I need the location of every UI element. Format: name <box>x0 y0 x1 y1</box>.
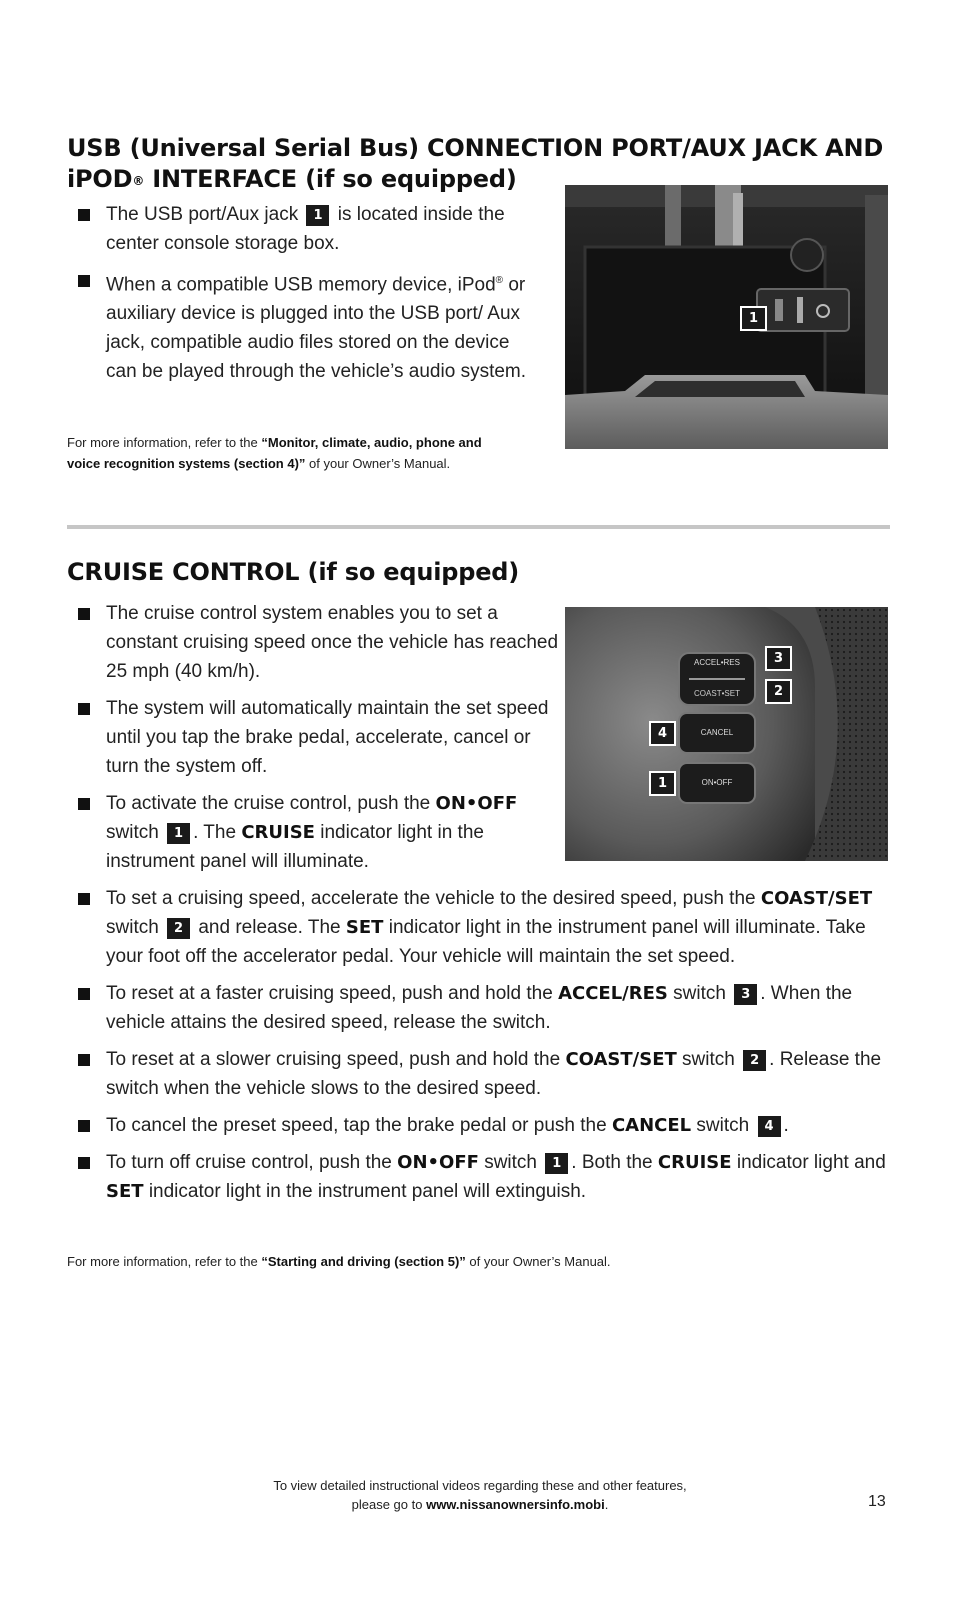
cancel-button-label: CANCEL <box>700 728 734 737</box>
callout-badge: 3 <box>734 984 757 1005</box>
cruise-section-title: CRUISE CONTROL (if so equipped) <box>67 558 520 586</box>
console-illustration <box>565 185 888 449</box>
list-item: To cancel the preset speed, tap the brake pedal or push the CANCEL switch 4 . <box>64 1111 894 1140</box>
registered-mark: ® <box>132 174 145 188</box>
photo-callout-4: 4 <box>649 721 676 746</box>
page-number: 13 <box>868 1493 886 1510</box>
list-item: To reset at a faster cruising speed, push and hold the ACCEL/RES switch 3 . When the vehicle attains the desired speed, release the switch. <box>64 979 894 1037</box>
photo-callout-2: 2 <box>765 679 792 704</box>
usb-title-line2-a: iPOD <box>67 165 133 193</box>
usb-port-photo <box>565 185 888 449</box>
usb-title-line1: USB (Universal Serial Bus) CONNECTION PORT/AUX JACK AND <box>67 134 884 162</box>
callout-badge: 1 <box>545 1153 568 1174</box>
list-item: The USB port/Aux jack 1 is located inside the center console storage box. <box>64 200 534 258</box>
list-item: The cruise control system enables you to set a constant cruising speed once the vehicle has reached 25 mph (40 km/h). <box>64 599 559 686</box>
callout-badge: 2 <box>167 918 190 939</box>
list-item: To activate the cruise control, push the ON•OFF switch 1 . The CRUISE indicator light in the instrument panel will illuminate. <box>64 789 559 876</box>
callout-badge: 1 <box>167 823 190 844</box>
photo-callout-3: 3 <box>765 646 792 671</box>
usb-bullet-list <box>64 200 534 394</box>
photo-callout-badge: 1 <box>740 306 767 331</box>
usb-reference-note: For more information, refer to the “Monitor, climate, audio, phone and voice recognition systems (section 4)” of your Owner’s Manual. <box>67 435 482 471</box>
list-item: To set a cruising speed, accelerate the vehicle to the desired speed, push the COAST/SET switch 2 and release. The SET indicator light in the instrument panel will illuminate. Take your foot off the accelerator pedal. Your vehicle will maintain the set speed. <box>64 884 894 971</box>
photo-callout-1: 1 <box>649 771 676 796</box>
coast-set-button-label: COAST•SET <box>694 689 740 698</box>
cruise-reference-note: For more information, refer to the “Starting and driving (section 5)” of your Owner’s Manual. <box>67 1254 611 1269</box>
section-divider <box>67 525 890 529</box>
accel-res-button-label: ACCEL•RES <box>694 658 740 667</box>
callout-badge: 4 <box>758 1116 781 1137</box>
list-item: To turn off cruise control, push the ON•OFF switch 1 . Both the CRUISE indicator light and SET indicator light in the instrument panel will extinguish. <box>64 1148 894 1206</box>
cruise-bullet-list-top <box>64 599 559 884</box>
callout-badge: 2 <box>743 1050 766 1071</box>
usb-title-line2-b: INTERFACE (if so equipped) <box>144 165 517 193</box>
callout-badge: 1 <box>306 205 329 226</box>
list-item: When a compatible USB memory device, iPod® or auxiliary device is plugged into the USB port/ Aux jack, compatible audio files stored on the device can be played through the vehicle’s audio system. <box>64 266 534 386</box>
list-item: To reset at a slower cruising speed, push and hold the COAST/SET switch 2 . Release the switch when the vehicle slows to the desired speed. <box>64 1045 894 1103</box>
list-item: The system will automatically maintain the set speed until you tap the brake pedal, accelerate, cancel or turn the system off. <box>64 694 559 781</box>
footer-link[interactable]: www.nissanownersinfo.mobi <box>426 1497 605 1512</box>
cruise-bullet-list-bottom <box>64 884 894 1214</box>
steering-wheel-switch-photo <box>565 607 888 861</box>
footer-note: To view detailed instructional videos regarding these and other features, please go to www.nissanownersinfo.mobi. <box>273 1478 687 1512</box>
on-off-button-label: ON•OFF <box>701 778 733 787</box>
